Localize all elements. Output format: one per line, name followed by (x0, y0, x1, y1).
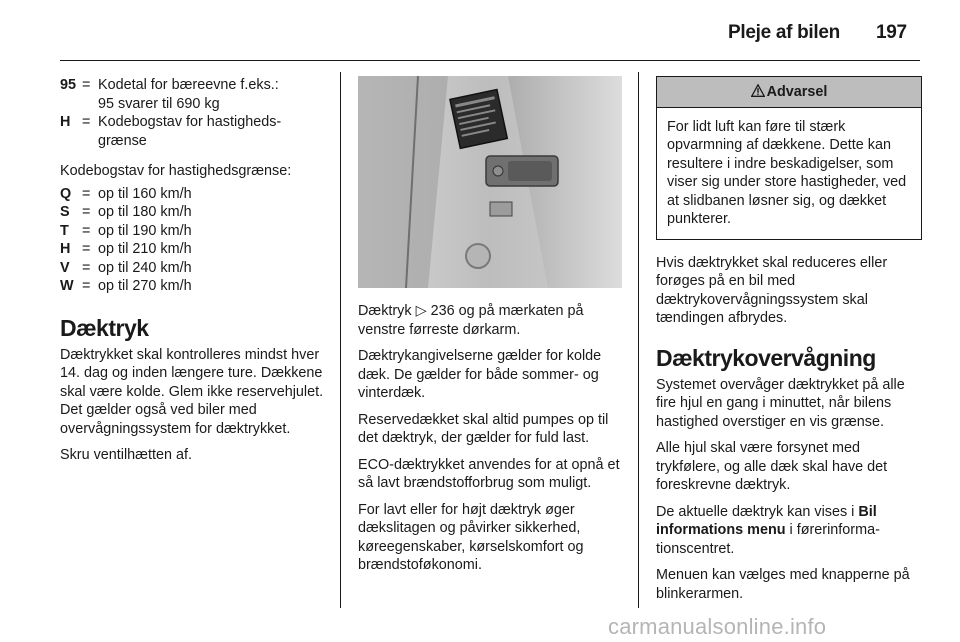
def-text: op til 180 km/h (98, 204, 192, 220)
def-text: Kodebogstav for hastigheds- grænse (98, 114, 282, 149)
def-key: V (60, 259, 70, 276)
door-pillar-photo (358, 76, 622, 288)
def-eq: = (82, 222, 91, 239)
paragraph: For lavt eller for højt dæktryk øger dækslitagen og påvirker sikkerhed, køreegenskaber, kørselskomfort og brændstoføkonomi. (358, 501, 584, 573)
def-eq: = (82, 278, 91, 294)
def-key: H (60, 241, 71, 257)
def-eq: = (82, 114, 91, 130)
paragraph: Systemet overvåger dæktrykket på alle fire hjul en gang i minuttet, når bilens hastighed overstiger en vis grænse. (656, 376, 905, 430)
def-eq: = (82, 77, 91, 93)
def-text: op til 270 km/h (98, 278, 192, 294)
paragraph: ECO-dæktrykket anvendes for at opnå et så lavt brændstofforbrug som muligt. (358, 456, 620, 491)
load-index-list (60, 76, 328, 150)
def-text: op til 240 km/h (98, 259, 192, 276)
def-text: Kodetal for bæreevne f.eks.: 95 svarer til 690 kg (98, 77, 279, 112)
paragraph: Skru ventilhætten af. (60, 447, 192, 463)
column-3 (656, 76, 922, 611)
door-pillar-illustration (358, 76, 622, 288)
column-divider-left (340, 72, 341, 608)
paragraph: Reservedækket skal altid pumpes op til det dæktryk, der gælder for fuld last. (358, 411, 609, 446)
def-key: H (60, 114, 71, 130)
menu-name: Bil informations menu (656, 503, 877, 538)
paragraph: Dæktrykket skal kontrolleres mindst hver 14. dag og inden længere ture. Dækkene skal være kolde. Glem ikke reservehjulet. Det gælder også ved biler med overvågningssystem for dæktrykket. (60, 346, 324, 437)
heading-tire-pressure: Dæktryk (60, 314, 149, 341)
paragraph-text: i førerinforma-tionscentret. (656, 522, 880, 557)
def-text: op til 210 km/h (98, 241, 192, 257)
def-text: op til 160 km/h (98, 185, 192, 202)
paragraph (358, 302, 622, 339)
paragraph: Alle hjul skal være forsynet med trykfølere, og alle dæk skal have det foreskrevne dæktryk. (656, 440, 888, 493)
heading-tire-monitoring: Dæktrykovervågning (656, 344, 876, 371)
def-key: T (60, 222, 69, 239)
paragraph: Menuen kan vælges med knapperne på blinkerarmen. (656, 567, 910, 602)
speed-code-list (60, 185, 328, 296)
def-text: op til 190 km/h (98, 222, 192, 239)
def-eq: = (82, 259, 91, 276)
paragraph (656, 503, 922, 559)
page-number: 197 (876, 22, 907, 43)
header-divider (60, 60, 920, 61)
def-key: W (60, 278, 74, 294)
paragraph-text: og på mærkaten på venstre førreste dørkarm. (358, 303, 584, 338)
column-divider-right (638, 72, 639, 608)
speed-intro: Kodebogstav for hastighedsgrænse: (60, 163, 292, 179)
page-reference[interactable]: 236 (430, 303, 455, 319)
def-key: Q (60, 185, 72, 202)
paragraph: Dæktrykangivelserne gælder for kolde dæk. De gælder for både sommer- og vinterdæk. (358, 348, 602, 401)
warning-triangle-icon (751, 83, 765, 102)
page-reference-arrow-icon: ▷ (415, 303, 431, 319)
def-eq: = (82, 185, 91, 202)
warning-text: For lidt luft kan føre til stærk opvarmning af dækkene. Dette kan resultere i indre beskadigelser, som viser sig under store hastigheder, ved at slidbanen løsner sig, og dækket punkterer. (667, 118, 907, 227)
paragraph-text: Dæktryk (358, 303, 416, 319)
paragraph: Hvis dæktrykket skal reduceres eller forøges på en bil med dæktrykovervågningssystem skal tændingen afbrydes. (656, 254, 888, 326)
def-eq: = (82, 241, 91, 257)
warning-header (657, 77, 921, 108)
column-1 (60, 76, 328, 473)
column-2 (358, 76, 622, 583)
warning-title: Advarsel (766, 84, 828, 100)
def-key: S (60, 204, 70, 220)
section-title: Pleje af bilen (728, 22, 840, 43)
def-eq: = (82, 204, 91, 220)
paragraph-text: De aktuelle dæktryk kan vises i (656, 503, 859, 520)
def-key: 95 (60, 77, 77, 93)
warning-box (656, 76, 922, 240)
watermark: carmanualsonline.info (608, 614, 827, 639)
